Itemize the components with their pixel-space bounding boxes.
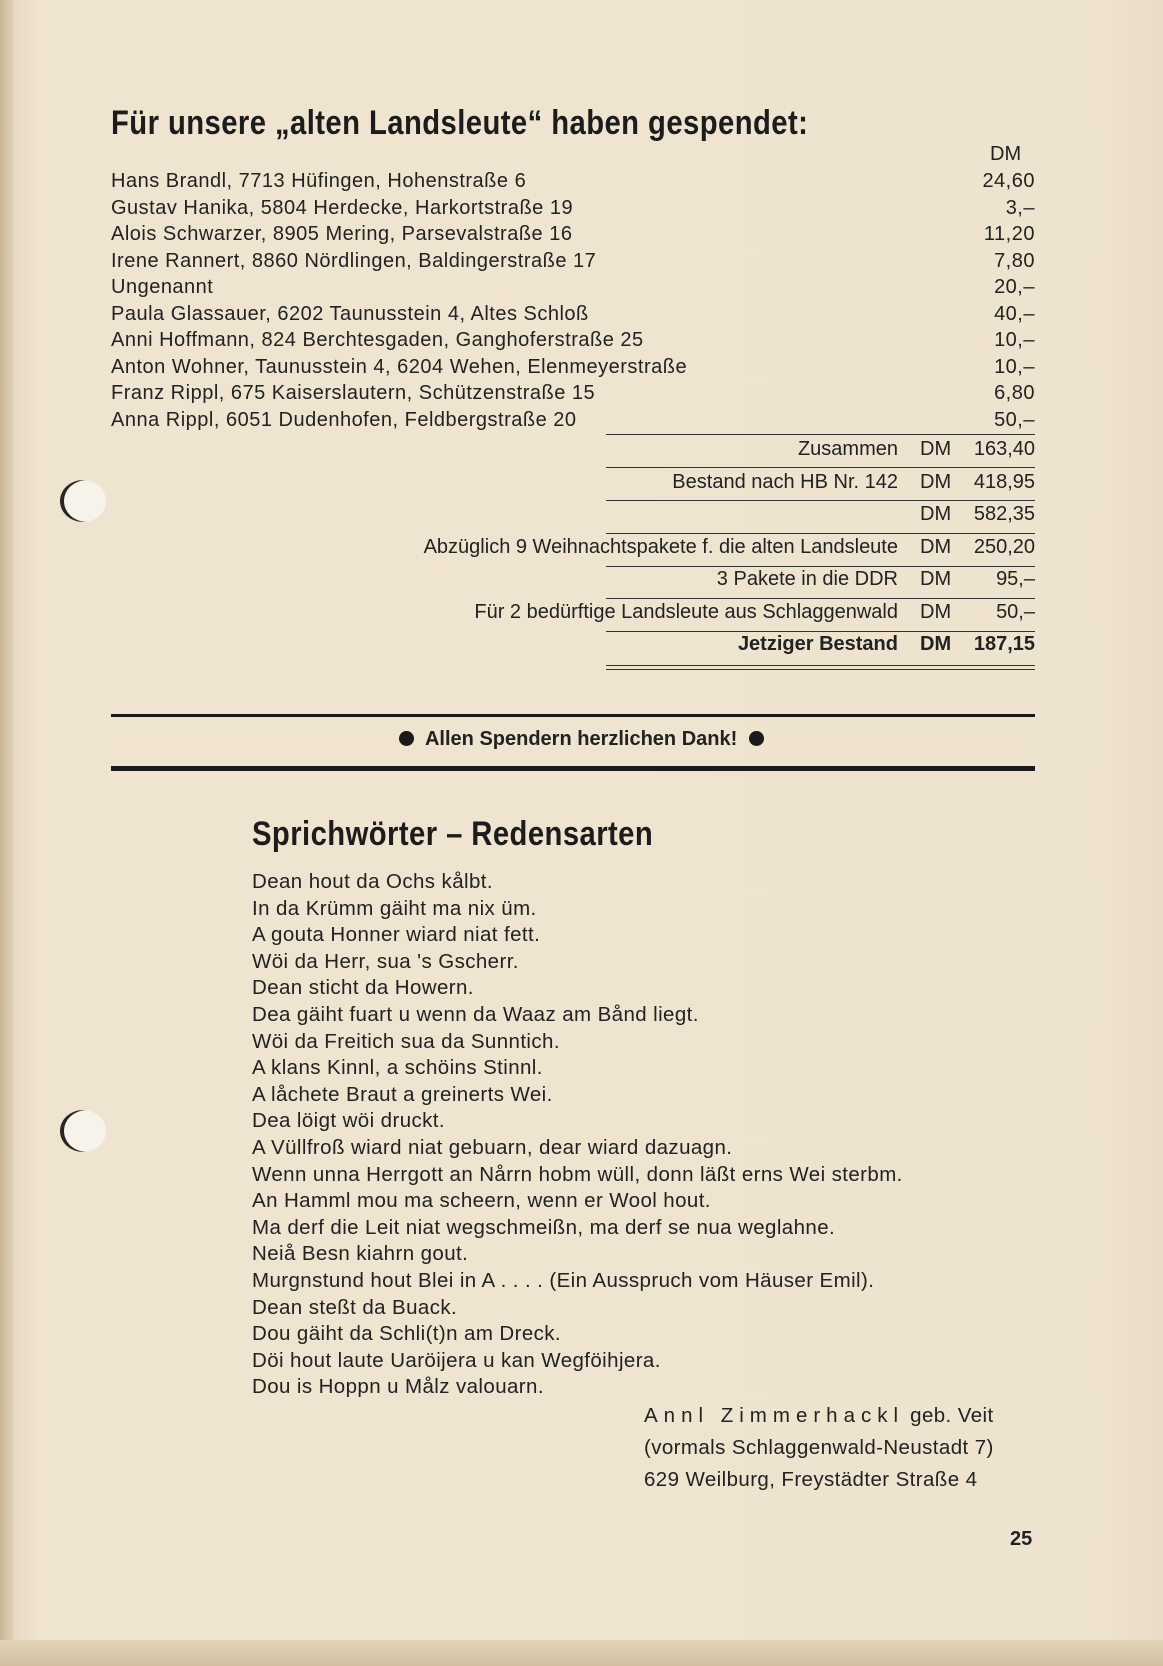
- donor-amount: 50,–: [994, 408, 1035, 431]
- summary-label: 3 Pakete in die DDR: [716, 568, 898, 590]
- binder-hole-bottom: [60, 1110, 106, 1152]
- donor-row: [111, 301, 1035, 328]
- summary-label: Zusammen: [797, 438, 898, 460]
- donor-amount: 10,–: [994, 329, 1035, 351]
- thanks-text: Allen Spendern herzlichen Dank!: [424, 728, 738, 750]
- bullet-icon: [399, 731, 414, 746]
- summary-rule: [606, 669, 1035, 670]
- donor-row: [111, 195, 1035, 222]
- donor-row: [111, 407, 1035, 434]
- proverb-line: Döi hout laute Uaröijera u kan Wegföihjera.: [252, 1348, 661, 1372]
- proverb-line: Neiå Besn kiahrn gout.: [252, 1242, 469, 1266]
- donor-name: Franz Rippl, 675 Kaiserslautern, Schützenstraße 15: [111, 382, 596, 404]
- summary-rule: [606, 665, 1035, 666]
- donor-amount: 20,–: [994, 276, 1035, 298]
- proverb-line: Wöi da Herr, sua 's Gscherr.: [252, 949, 519, 973]
- donor-amount: 40,–: [994, 302, 1035, 325]
- summary-amount: 95,–: [996, 568, 1035, 590]
- donor-amount: 6,80: [994, 382, 1035, 404]
- author-suffix: geb. Veit: [910, 1404, 994, 1427]
- donor-name: Irene Rannert, 8860 Nördlingen, Baldingerstraße 17: [111, 249, 597, 272]
- proverb-line: Dea gäiht fuart u wenn da Waaz am Bånd liegt.: [252, 1002, 699, 1026]
- proverb-line: A låchete Braut a greinerts Wei.: [252, 1082, 553, 1106]
- summary-label: Für 2 bedürftige Landsleute aus Schlaggenwald: [474, 600, 898, 623]
- summary-table: [300, 433, 1035, 661]
- summary-currency: DM: [920, 438, 952, 460]
- summary-currency: DM: [920, 600, 952, 623]
- author-name-line: [644, 1400, 994, 1432]
- donor-amount: 24,60: [982, 170, 1035, 192]
- donor-name: Ungenannt: [111, 276, 214, 298]
- summary-amount: 163,40: [973, 438, 1035, 460]
- proverb-line: In da Krümm gäiht ma nix üm.: [252, 896, 537, 920]
- proverb-line: Dea löigt wöi druckt.: [252, 1109, 445, 1133]
- divider-bottom: [111, 766, 1035, 771]
- summary-currency: DM: [920, 568, 952, 590]
- summary-amount: 418,95: [973, 470, 1035, 493]
- summary-label: Abzüglich 9 Weihnachtspakete f. die alten Landsleute: [423, 535, 898, 558]
- thanks-line: [0, 728, 1163, 751]
- donor-row: [111, 168, 1035, 195]
- summary-label: Bestand nach HB Nr. 142: [672, 470, 898, 493]
- donations-title: Für unsere „alten Landsleute“ haben gespendet:: [111, 104, 809, 142]
- divider-top: [111, 714, 1035, 717]
- summary-currency: DM: [920, 535, 952, 558]
- proverb-line: Wöi da Freitich sua da Sunntich.: [252, 1029, 560, 1053]
- proverb-line: Dean hout da Ochs kålbt.: [252, 870, 493, 893]
- donor-row: [111, 221, 1035, 248]
- summary-amount: 187,15: [973, 633, 1035, 655]
- summary-row-total: [300, 628, 1035, 661]
- proverb-line: An Hamml mou ma scheern, wenn er Wool hout.: [252, 1189, 711, 1213]
- donor-name: Anna Rippl, 6051 Dudenhofen, Feldbergstraße 20: [111, 408, 577, 431]
- page-number: 25: [1010, 1528, 1033, 1550]
- proverb-list: [252, 869, 903, 1401]
- proverb-line: Dean steßt da Buack.: [252, 1295, 458, 1319]
- author-former-address: (vormals Schlaggenwald-Neustadt 7): [644, 1436, 994, 1459]
- proverb-line: A klans Kinnl, a schöins Stinnl.: [252, 1056, 543, 1080]
- summary-row: [300, 433, 1035, 466]
- donor-amount: 3,–: [1005, 196, 1035, 219]
- proverb-line: A Vüllfroß wiard niat gebuarn, dear wiard dazuagn.: [252, 1135, 733, 1159]
- page-spine: [0, 0, 14, 1666]
- donor-name: Alois Schwarzer, 8905 Mering, Parsevalstraße 16: [111, 223, 573, 245]
- proverb-line: Dou is Hoppn u Målz valouarn.: [252, 1375, 544, 1399]
- donor-name: Anni Hoffmann, 824 Berchtesgaden, Ganghoferstraße 25: [111, 329, 644, 351]
- page-bottom-edge: [0, 1640, 1163, 1666]
- donor-name: Hans Brandl, 7713 Hüfingen, Hohenstraße 6: [111, 170, 527, 192]
- donor-list: [111, 168, 1035, 433]
- donor-row: [111, 248, 1035, 275]
- donor-row: [111, 327, 1035, 354]
- donor-name: Gustav Hanika, 5804 Herdecke, Harkortstraße 19: [111, 196, 574, 219]
- proverbs-title: Sprichwörter – Redensarten: [252, 815, 654, 853]
- donor-amount: 11,20: [983, 223, 1035, 245]
- summary-currency: DM: [920, 503, 952, 525]
- proverb-line: Wenn unna Herrgott an Nårrn hobm wüll, donn läßt erns Wei sterbm.: [252, 1162, 903, 1186]
- author-address: 629 Weilburg, Freystädter Straße 4: [644, 1468, 978, 1491]
- summary-amount: 50,–: [996, 600, 1035, 623]
- donor-name: Anton Wohner, Taunusstein 4, 6204 Wehen, Elenmeyerstraße: [111, 355, 688, 378]
- author-name: Annl Zimmerhackl: [644, 1404, 905, 1427]
- summary-row: [300, 531, 1035, 564]
- summary-amount: 582,35: [973, 503, 1035, 525]
- donor-amount: 10,–: [994, 355, 1035, 378]
- summary-row: [300, 596, 1035, 629]
- summary-row: [300, 563, 1035, 596]
- summary-row: [300, 466, 1035, 499]
- proverb-line: Murgnstund hout Blei in A . . . . (Ein Ausspruch vom Häuser Emil).: [252, 1268, 875, 1292]
- summary-row: [300, 498, 1035, 531]
- bullet-icon: [749, 731, 764, 746]
- binder-hole-top: [60, 480, 106, 522]
- author-signature: [644, 1400, 994, 1496]
- donor-row: [111, 380, 1035, 407]
- summary-currency: DM: [920, 633, 952, 655]
- proverb-line: Ma derf die Leit niat wegschmeißn, ma derf se nua weglahne.: [252, 1215, 836, 1239]
- donor-amount: 7,80: [994, 249, 1035, 272]
- donor-row: [111, 274, 1035, 301]
- donor-row: [111, 354, 1035, 381]
- summary-label: Jetziger Bestand: [737, 633, 898, 655]
- summary-amount: 250,20: [973, 535, 1035, 558]
- proverb-line: A gouta Honner wiard niat fett.: [252, 923, 541, 947]
- proverb-line: Dean sticht da Howern.: [252, 976, 474, 1000]
- proverb-line: Dou gäiht da Schli(t)n am Dreck.: [252, 1322, 562, 1346]
- summary-currency: DM: [920, 470, 952, 493]
- donor-name: Paula Glassauer, 6202 Taunusstein 4, Altes Schloß: [111, 302, 589, 325]
- currency-header: DM: [990, 143, 1022, 165]
